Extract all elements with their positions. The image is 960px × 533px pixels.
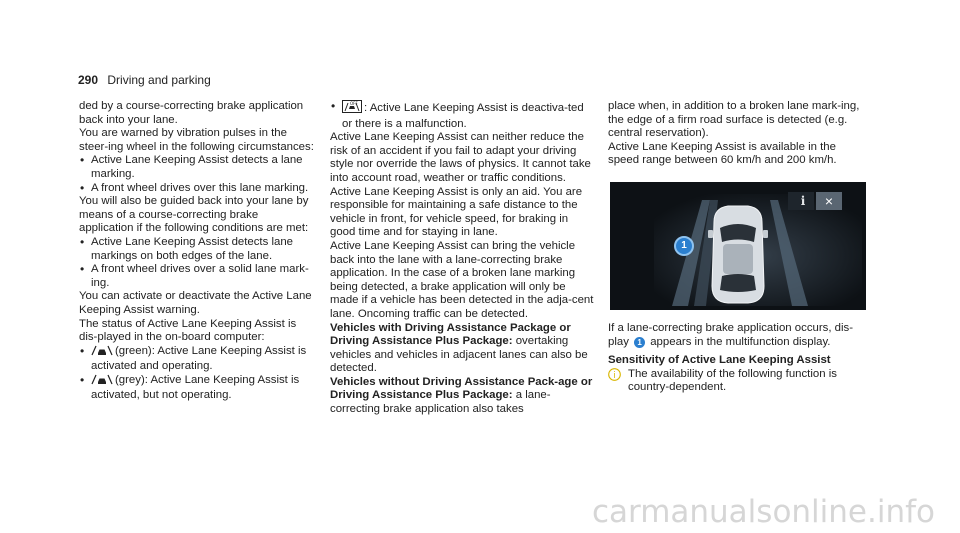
callout-1: 1 [634,337,645,348]
svg-text:i: i [613,370,616,381]
section-heading: Sensitivity of Active Lane Keeping Assist [608,354,831,367]
bold-lead: Vehicles with Driving Assistance Package or Driving Assistance Plus Package: [330,321,571,348]
bullet-text: (grey): Active Lane Keeping Assist is activated, but not operating. [91,373,300,402]
paragraph: You will also be guided back into your lane by means of a course-correcting brake application if the following conditions are met: [79,195,309,235]
paragraph: Active Lane Keeping Assist is available in the speed range between 60 km/h and 200 km/h. [608,140,837,167]
paragraph-text: overtaking vehicles and vehicles in adjacent lanes can also be detected. [330,335,588,375]
paragraph: Active Lane Keeping Assist can neither reduce the risk of an accident if you fail to adapt your driving style nor override the laws of physics. It cannot take into account road, weather or traffic conditions. Active Lane Keeping Assist is only an aid. You are responsible for maintaining a safe distance to the vehicle in front, for vehicle speed, for braking in good time and for staying in lane. [330,131,591,239]
bullet-text: (green): Active Lane Keeping Assist is activated and operating. [91,344,307,373]
note-text: The availability of the following function is country-dependent. [628,367,837,394]
paragraph [330,376,595,417]
column-1 [79,100,315,403]
bullet-item: • Active Lane Keeping Assist detects a lane marking. [79,154,315,181]
watermark: carmanualsonline.info [591,494,935,530]
car-top-view [708,206,768,303]
close-icon: × [824,192,834,209]
lane-assist-icon [91,345,113,361]
column-3 [608,100,870,395]
paragraph [330,322,595,376]
paragraph-text: appears in the multifunction display. [647,335,831,348]
svg-text:OFF: • OFF [350,101,358,106]
bullet-item: • Active Lane Keeping Assist detects lane markings on both edges of the lane. [79,236,315,263]
paragraph: The status of Active Lane Keeping Assist is dis-played in the on-board computer: [79,317,297,344]
lane-assist-off-icon [342,100,362,118]
figure-callout-1: 1 [674,236,694,256]
page-header [78,73,211,87]
bullet-item [79,374,315,403]
bullet-text: : Active Lane Keeping Assist is deactiva-ted or there is a malfunction. [342,102,584,130]
paragraph: Active Lane Keeping Assist can bring the vehicle back into the lane with a lane-correcting brake application. In the case of a broken lane marking being detected, a brake application will only be made if a vehicle has been detected in the adja-cent lane. Oncoming traffic can be detected. [330,239,594,320]
paragraph: You are warned by vibration pulses in the steer-ing wheel in the following circumstances: [79,127,314,153]
lane-assist-icon [91,374,113,390]
bold-lead: Vehicles without Driving Assistance Pack-age or Driving Assistance Plus Package: [330,375,593,402]
info-icon: i [800,193,806,208]
bullet-item [79,345,315,374]
section-title: Driving and parking [107,73,211,87]
note-item [608,368,870,395]
paragraph-text: If a lane-correcting brake application occurs, dis-play [608,321,854,348]
bullet-item: • A front wheel drives over a solid lane mark-ing. [79,263,315,290]
paragraph: You can activate or deactivate the Active Lane Keeping Assist warning. [79,290,312,316]
paragraph: ded by a course-correcting brake application back into your lane. [79,100,304,126]
display-illustration [610,182,866,310]
paragraph: place when, in addition to a broken lane mark-ing, the edge of a firm road surface is detected (e.g. central reservation). [608,100,860,140]
paragraph-text: a lane-correcting brake application also takes [330,389,551,416]
bullet-item [330,100,595,131]
bullet-item: • A front wheel drives over this lane marking. [79,182,315,196]
paragraph [608,322,870,349]
note-icon [608,368,621,386]
column-2 [330,100,595,417]
page-number: 290 [78,73,99,87]
